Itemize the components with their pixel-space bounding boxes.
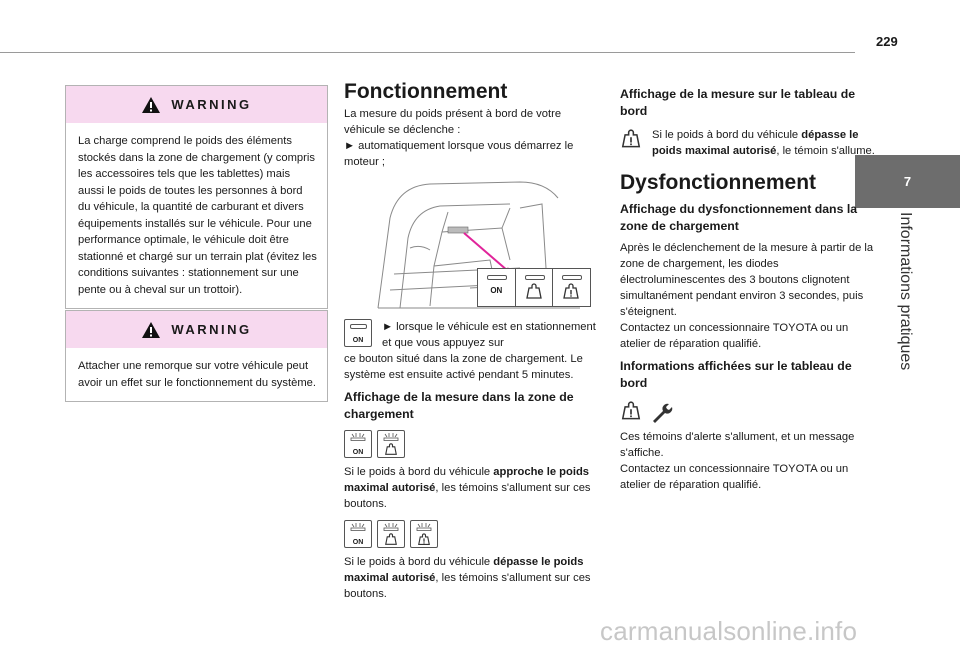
chapter-tab[interactable]: 7 <box>855 155 960 208</box>
bullet-parked-lead: ► lorsque le véhicule est en stationnement et que vous appuyez sur <box>382 321 596 349</box>
section-title-dysfonctionnement: Dysfonctionnement <box>620 171 817 194</box>
overload-warning-icon <box>620 129 642 149</box>
icons-approach <box>344 430 600 458</box>
middle-column-2 <box>344 319 600 602</box>
weight-icon <box>526 283 542 299</box>
approach-text-pre: Si le poids à bord du véhicule <box>344 466 494 478</box>
approach-text-bold: approche le poids maximal autorisé <box>344 466 589 494</box>
dashboard-exceed-post: , le témoin s'allume. <box>776 145 875 157</box>
overload-warning-icon <box>620 401 642 421</box>
overload-weight-icon <box>563 283 579 300</box>
exceed-text-pre: Si le poids à bord du véhicule <box>344 556 494 568</box>
on-led-icon <box>344 430 372 458</box>
on-led-label: ON <box>352 539 364 546</box>
subheading-malfunction-cargo: Affichage du dysfonctionnement dans la zone de chargement <box>620 202 858 233</box>
dashboard-exceed-text <box>652 127 878 159</box>
weight-button[interactable] <box>516 269 554 306</box>
exceed-text-bold: dépasse le poids maximal autorisé <box>344 556 584 584</box>
exceed-text-post: , les témoins s'allument sur ces boutons. <box>344 572 591 600</box>
warning-text: Attacher une remorque sur votre véhicule peut avoir un effet sur le fonctionnement du système. <box>78 360 316 389</box>
icons-exceed <box>344 520 600 548</box>
on-button-icon <box>344 319 372 347</box>
warning-label: WARNING <box>171 97 252 112</box>
chapter-title-text: Informations pratiques <box>897 212 914 371</box>
warning-header <box>66 311 327 348</box>
overload-button[interactable] <box>553 269 590 306</box>
button-panel-inset <box>477 268 591 307</box>
bullet-parked-rest: ce bouton situé dans la zone de chargement. Le système est ensuite activé pendant 5 minutes. <box>344 353 583 381</box>
warning-box-2 <box>65 310 328 402</box>
contact-dealer-text-1: Contactez un concessionnaire TOYOTA ou un atelier de réparation qualifié. <box>620 322 849 350</box>
weight-led-icon <box>377 430 405 458</box>
dashboard-exceed-bold: dépasse le poids maximal autorisé <box>652 129 859 157</box>
right-column <box>620 86 878 493</box>
warning-triangle-icon <box>141 96 161 114</box>
intro-text: La mesure du poids présent à bord de votre véhicule se déclenche : <box>344 108 562 136</box>
warning-triangle-icon <box>141 321 161 339</box>
warning-label: WARNING <box>171 322 252 337</box>
middle-column <box>344 80 600 170</box>
on-led-label: ON <box>352 449 364 456</box>
exceed-text <box>344 554 600 602</box>
dashboard-exceed-pre: Si le poids à bord du véhicule <box>652 129 802 141</box>
subheading-dashboard-display: Affichage de la mesure sur le tableau de bord <box>620 87 856 118</box>
header-rule <box>0 52 855 53</box>
watermark: carmanualsonline.info <box>600 616 858 646</box>
approach-text-post: , les témoins s'allument sur ces boutons. <box>344 482 591 510</box>
on-button[interactable] <box>478 269 516 306</box>
approach-text <box>344 464 600 512</box>
warning-box-1 <box>65 85 328 309</box>
malfunction-icons <box>620 401 878 423</box>
on-icon-label: ON <box>352 337 364 344</box>
malfunction-leds-text: Après le déclenchement de la mesure à partir de la zone de chargement, les diodes électroluminescentes des 3 boutons clignotent simultanément pendant environ 3 secondes, puis s'éteignent. <box>620 242 874 318</box>
overload-led-icon <box>410 520 438 548</box>
contact-dealer-text-2: Contactez un concessionnaire TOYOTA ou un atelier de réparation qualifié. <box>620 463 849 491</box>
on-led-icon <box>344 520 372 548</box>
on-button-label: ON <box>490 286 503 295</box>
subheading-malfunction-dashboard: Informations affichées sur le tableau de bord <box>620 359 852 390</box>
bullet-automatic: ► automatiquement lorsque vous démarrez le moteur ; <box>344 140 574 168</box>
wrench-icon <box>650 401 674 423</box>
page-number: 229 <box>876 34 898 49</box>
subheading-cargo-display: Affichage de la mesure dans la zone de chargement <box>344 390 574 421</box>
weight-led-icon <box>377 520 405 548</box>
warning-header <box>66 86 327 123</box>
section-title-fonctionnement: Fonctionnement <box>344 80 508 103</box>
chapter-title <box>896 212 916 382</box>
warning-text: La charge comprend le poids des éléments stockés dans la zone de chargement (y compris les accessoires tels que les tablettes) mais aussi le poids de toutes les personnes à bord du véhicule, la quantité de carburant et divers équipements installés sur le véhicule. Pour une performance optimale, le véhicule doit être stationné et chargé sur un terrain plat (évitez les conditions suivantes : stationnement sur une pente ou à cheval sur un trottoir). <box>78 135 317 296</box>
warning-lights-text: Ces témoins d'alerte s'allument, et un message s'affiche. <box>620 431 855 459</box>
